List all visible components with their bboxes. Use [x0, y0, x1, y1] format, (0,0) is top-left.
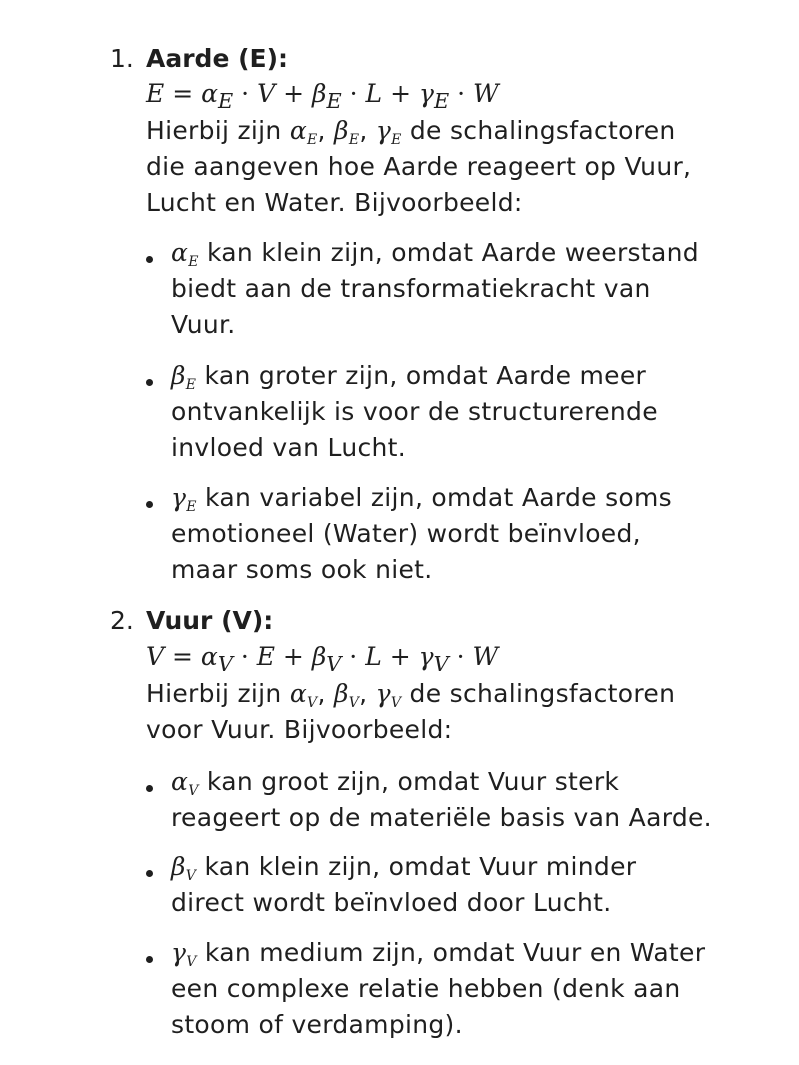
equation-lhs: E — [146, 79, 165, 108]
equation-var: E — [256, 642, 275, 671]
equation-term: $\beta_E$ — [312, 79, 342, 113]
bullet-item: $\beta_V$ kan klein zijn, omdat Vuur minder direct wordt beïnvloed door Lucht. — [171, 852, 637, 917]
bullet-dot — [146, 501, 153, 508]
equation: $E = \alpha_E \cdot V + \beta_E \cdot L + \gamma_E \cdot W$ — [146, 79, 499, 113]
intro-paragraph: Hierbij zijn $\alpha_V$, $\beta_V$, $\gamma_V$ de schalingsfactoren voor Vuur. Bijvoorbeeld: — [146, 679, 676, 744]
equation-term: $\gamma_E$ — [419, 79, 450, 113]
bullet-item: $\gamma_E$ kan variabel zijn, omdat Aarde soms emotioneel (Water) wordt beïnvloed, maar soms ook niet. — [171, 483, 672, 584]
section-heading: Aarde (E): — [146, 44, 289, 73]
equation: $V = \alpha_V \cdot E + \beta_V \cdot L + \gamma_V \cdot W$ — [146, 642, 499, 676]
equation-var: L — [365, 642, 382, 671]
equation-var: W — [473, 79, 499, 108]
equation-term: $\beta_V$ — [311, 642, 342, 676]
section-heading: Vuur (V): — [146, 606, 274, 635]
bullet-item: $\alpha_V$ kan groot zijn, omdat Vuur sterk reageert op de materiële basis van Aarde. — [171, 767, 712, 832]
equation-term: $\alpha_E$ — [201, 79, 234, 113]
bullet-item: $\beta_E$ kan groter zijn, omdat Aarde meer ontvankelijk is voor de structurerende invloed van Lucht. — [171, 361, 658, 462]
equation-var: W — [472, 642, 499, 671]
intro-paragraph: Hierbij zijn $\alpha_E$, $\beta_E$, $\gamma_E$ de schalingsfactoren die aangeven hoe Aarde reageert op Vuur, Lucht en Water. Bijvoorbeeld: — [146, 116, 692, 217]
equation-var: V — [257, 79, 276, 108]
bullet-dot — [146, 956, 153, 963]
equation-term: $\alpha_V$ — [200, 642, 233, 676]
bullet-dot — [146, 379, 153, 386]
list-number: 2. — [110, 606, 134, 635]
bullet-dot — [146, 870, 153, 877]
bullet-item: $\gamma_V$ kan medium zijn, omdat Vuur en Water een complexe relatie hebben (denk aan stoom of verdamping). — [171, 938, 706, 1039]
bullet-dot — [146, 785, 153, 792]
equation-var: L — [365, 79, 383, 108]
equation-lhs: V — [146, 642, 165, 671]
bullet-item: $\alpha_E$ kan klein zijn, omdat Aarde weerstand biedt aan de transformatiekracht van Vuur. — [171, 238, 699, 339]
equation-term: $\gamma_V$ — [418, 642, 449, 676]
list-number: 1. — [110, 44, 134, 73]
bullet-dot — [146, 256, 153, 263]
